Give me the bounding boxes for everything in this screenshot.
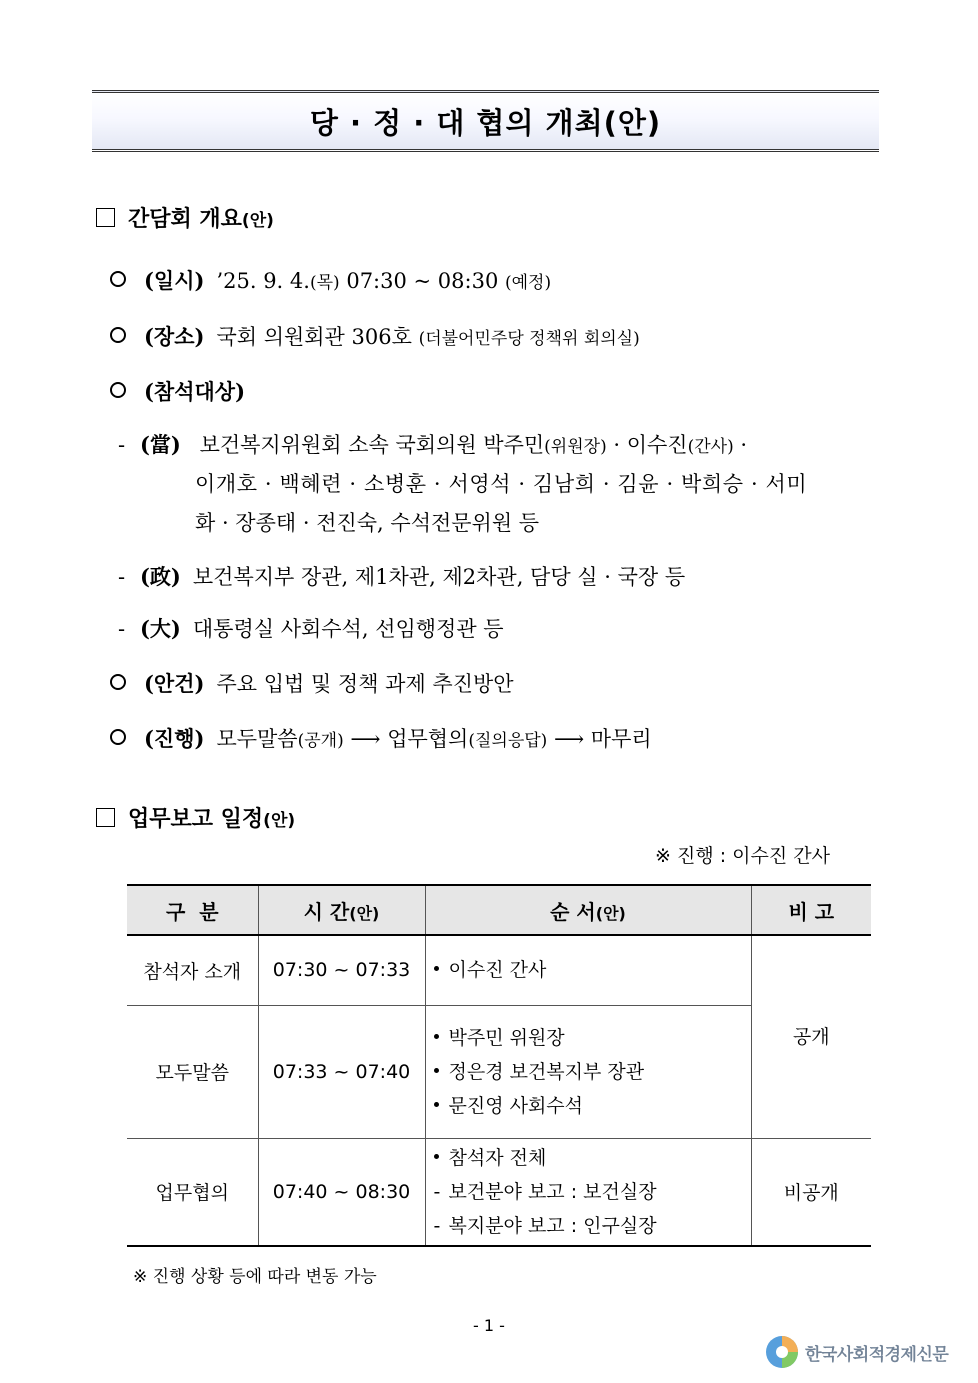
row-order: 이수진 간사 [425, 935, 751, 1005]
party-line3: 화 · 장종태 · 전진숙, 수석전문위원 등 [195, 511, 540, 535]
place-label: (장소) [144, 324, 205, 349]
party-line1-e: · [733, 433, 748, 457]
circle-bullet-icon [110, 271, 126, 287]
circle-bullet-icon [110, 327, 126, 343]
agenda-value: 주요 입법 및 정책 과제 추진방안 [216, 672, 514, 696]
gov-label: (政) [140, 564, 181, 589]
date-time: 07:30 ~ 08:30 [346, 269, 499, 293]
circle-bullet-icon [110, 382, 126, 398]
host-note: ※ 진행 : 이수진 간사 [655, 845, 830, 867]
row-remark-public: 공개 [751, 935, 871, 1138]
checkbox-square-icon [96, 808, 115, 827]
attendees-office: - (大) 대통령실 사회수석, 선임행정관 등 [118, 616, 504, 641]
item-progress [110, 723, 652, 753]
progress-step1-note: (공개) [297, 731, 344, 751]
party-label: (當) [140, 432, 181, 457]
circle-bullet-icon [110, 729, 126, 745]
progress-label: (진행) [144, 726, 205, 751]
office-label: (大) [140, 616, 181, 641]
item-date [110, 265, 551, 295]
row-category: 모두말씀 [127, 1005, 258, 1138]
date-value: ’25. 9. 4. [216, 269, 310, 293]
checkbox-square-icon [96, 208, 115, 227]
row-remark-private: 비공개 [751, 1138, 871, 1246]
party-line1-c: · 이수진 [606, 433, 688, 457]
office-value: 대통령실 사회수석, 선임행정관 등 [192, 617, 504, 641]
table-header-row [127, 885, 871, 935]
progress-step2-note: (질의응답) [468, 731, 548, 751]
attendees-gov: - (政) 보건복지부 장관, 제1차관, 제2차관, 담당 실 · 국장 등 [118, 564, 686, 589]
table-row [127, 935, 871, 1005]
row-order: 박주민 위원장 정은경 보건복지부 장관 문진영 사회수석 [425, 1005, 751, 1138]
page-title: 당 · 정 · 대 협의 개최(안) [309, 105, 662, 140]
bullet-dot-icon [434, 1034, 439, 1039]
item-agenda [110, 668, 514, 698]
date-note: (예정) [505, 273, 552, 293]
party-role-secretary: (간사) [687, 437, 734, 457]
header-time: 시 간(안) [258, 885, 425, 935]
section-heading-text: 업무보고 일정 [128, 807, 264, 832]
bullet-dot-icon [434, 966, 439, 971]
schedule-table [127, 884, 871, 1247]
progress-step3: 마무리 [590, 727, 652, 751]
footnote: ※ 진행 상황 등에 따라 변동 가능 [133, 1267, 377, 1287]
row-category: 업무협의 [127, 1138, 258, 1246]
arrow-right-icon: ⟶ [350, 727, 381, 751]
party-role-chair: (위원장) [544, 437, 607, 457]
bullet-dot-icon [434, 1068, 439, 1073]
party-line2: 이개호 · 백혜련 · 소병훈 · 서영석 · 김남희 · 김윤 · 박희승 · 서미 [195, 472, 808, 496]
progress-step2: 업무협의 [387, 727, 469, 751]
party-line1: 보건복지위원회 소속 국회의원 박주민 [199, 433, 545, 457]
row-category: 참석자 소개 [127, 935, 258, 1005]
table-row [127, 1138, 871, 1246]
attendees-label: (참석대상) [144, 379, 246, 404]
date-day: (목) [309, 273, 340, 293]
place-note: (더불어민주당 정책위 회의실) [418, 329, 640, 349]
page-number: - 1 - [473, 1316, 505, 1335]
section-heading-schedule [96, 802, 295, 833]
section-heading-overview [96, 202, 274, 233]
item-place [110, 321, 640, 351]
arrow-right-icon: ⟶ [554, 727, 585, 751]
item-attendees [110, 376, 257, 406]
header-category: 구 분 [127, 885, 258, 935]
row-time: 07:33 ~ 07:40 [258, 1005, 425, 1138]
watermark-text: 한국사회적경제신문 [805, 1344, 949, 1365]
place-value: 국회 의원회관 306호 [216, 325, 412, 349]
bullet-dot-icon [434, 1102, 439, 1107]
header-remark: 비 고 [751, 885, 871, 935]
title-box [92, 90, 879, 152]
section-heading-suffix: (안) [263, 811, 296, 831]
row-time: 07:40 ~ 08:30 [258, 1138, 425, 1246]
section-heading-suffix: (안) [241, 211, 274, 231]
attendees-party: - (當) 보건복지위원회 소속 국회의원 박주민(위원장) · 이수진(간사) · [118, 432, 748, 457]
section-heading-text: 간담회 개요 [128, 207, 242, 232]
newspaper-logo-icon [765, 1335, 799, 1369]
bullet-dot-icon [434, 1154, 439, 1159]
header-order: 순 서(안) [425, 885, 751, 935]
circle-bullet-icon [110, 674, 126, 690]
agenda-label: (안건) [144, 671, 205, 696]
watermark [765, 1335, 948, 1369]
row-time: 07:30 ~ 07:33 [258, 935, 425, 1005]
row-order: 참석자 전체 - 보건분야 보고 : 보건실장 - 복지분야 보고 : 인구실장 [425, 1138, 751, 1246]
date-label: (일시) [144, 268, 205, 293]
progress-step1: 모두말씀 [216, 727, 298, 751]
gov-value: 보건복지부 장관, 제1차관, 제2차관, 담당 실 · 국장 등 [192, 565, 686, 589]
